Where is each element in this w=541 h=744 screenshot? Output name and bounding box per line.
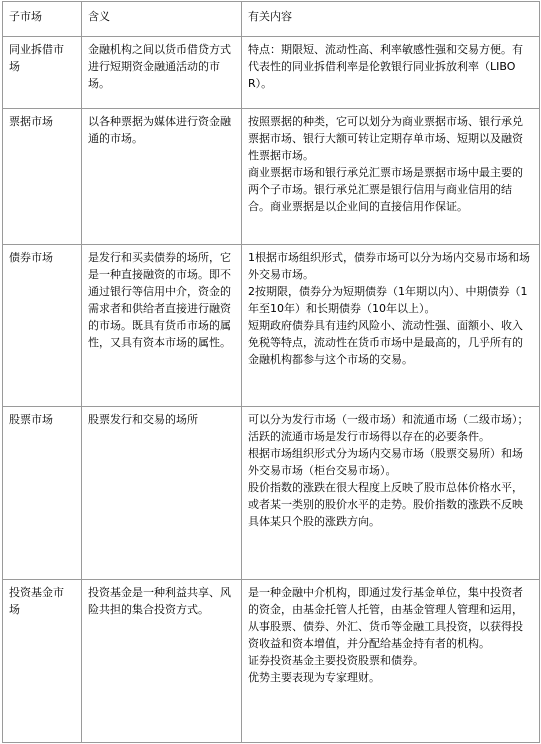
meaning-cell xyxy=(82,245,242,407)
meaning-text: 股票发行和交易的场所 xyxy=(88,413,198,426)
meaning-text: 投资基金是一种利益共享、风险共担的集合投资方式。 xyxy=(88,586,231,616)
content-paragraph: 优势主要表现为专家理财。 xyxy=(248,671,380,684)
content-paragraph: 证券投资基金主要投资股票和债券。 xyxy=(248,654,424,667)
header-meaning: 含义 xyxy=(82,2,242,37)
table-header-row xyxy=(3,2,540,37)
content-paragraph: 2按期限，债券分为短期债券（1年期以内）、中期债券（1年至10年）和长期债券（10年以上）。 xyxy=(248,285,528,315)
market-name: 票据市场 xyxy=(9,115,53,128)
content-cell xyxy=(242,580,540,743)
content-paragraph: 按照票据的种类，它可以划分为商业票据市场、银行承兑票据市场、银行大额可转让定期存单市场、短期以及融资性票据市场。 xyxy=(248,115,523,162)
meaning-text: 以各种票据为媒体进行资金融通的市场。 xyxy=(88,115,231,145)
meaning-text: 是发行和买卖债券的场所，它是一种直接融资的市场。即不通过银行等信用中介，资金的需求者和供给者直接进行融资的市场。既具有货币市场的属性，又具有资本市场的属性。 xyxy=(88,251,231,349)
table-row xyxy=(3,407,540,580)
market-cell xyxy=(3,245,82,407)
content-cell xyxy=(242,37,540,109)
market-cell xyxy=(3,407,82,580)
content-cell xyxy=(242,109,540,245)
market-name: 股票市场 xyxy=(9,413,53,426)
content-paragraph: 可以分为发行市场（一级市场）和流通市场（二级市场）；活跃的流通市场是发行市场得以存在的必要条件。 xyxy=(248,413,529,443)
meaning-cell xyxy=(82,580,242,743)
market-cell xyxy=(3,109,82,245)
market-name: 同业拆借市场 xyxy=(9,43,64,73)
table-row xyxy=(3,37,540,109)
meaning-text: 金融机构之间以货币借贷方式进行短期资金融通活动的市场。 xyxy=(88,43,231,90)
table-row xyxy=(3,245,540,407)
content-paragraph: 是一种金融中介机构，即通过发行基金单位，集中投资者的资金，由基金托管人托管，由基金管理人管理和运用，从事股票、债券、外汇、货币等金融工具投资，以获得投资收益和资本增值，并分配给基金持有者的机构。 xyxy=(248,586,523,650)
meaning-cell xyxy=(82,37,242,109)
content-paragraph: 1根据市场组织形式，债券市场可以分为场内交易市场和场外交易市场。 xyxy=(248,251,530,281)
content-cell xyxy=(242,407,540,580)
meaning-cell xyxy=(82,109,242,245)
content-paragraph: 特点：期限短、流动性高、利率敏感性强和交易方便。有代表性的同业拆借利率是伦敦银行同业拆放利率（LIBOR）。 xyxy=(248,43,523,90)
market-cell xyxy=(3,37,82,109)
content-paragraph: 商业票据市场和银行承兑汇票市场是票据市场中最主要的两个子市场。银行承兑汇票是银行信用与商业信用的结合。商业票据是以企业间的直接信用作保证。 xyxy=(248,166,523,213)
table-row xyxy=(3,580,540,743)
content-cell xyxy=(242,245,540,407)
market-name: 投资基金市场 xyxy=(9,586,64,616)
market-name: 债券市场 xyxy=(9,251,53,264)
content-paragraph: 股价指数的涨跌在很大程度上反映了股市总体价格水平，或者某一类别的股价水平的走势。股价指数的涨跌不反映具体某只个股的涨跌方向。 xyxy=(248,481,523,528)
meaning-cell xyxy=(82,407,242,580)
header-content: 有关内容 xyxy=(242,2,540,37)
market-table xyxy=(2,1,540,743)
content-paragraph: 短期政府债券具有违约风险小、流动性强、面额小、收入免税等特点，流动性在货币市场中是最高的，几乎所有的金融机构都参与这个市场的交易。 xyxy=(248,319,523,366)
header-submarket: 子市场 xyxy=(3,2,82,37)
content-paragraph: 根据市场组织形式分为场内交易市场（股票交易所）和场外交易市场（柜台交易市场）。 xyxy=(248,447,523,477)
market-cell xyxy=(3,580,82,743)
table-row xyxy=(3,109,540,245)
